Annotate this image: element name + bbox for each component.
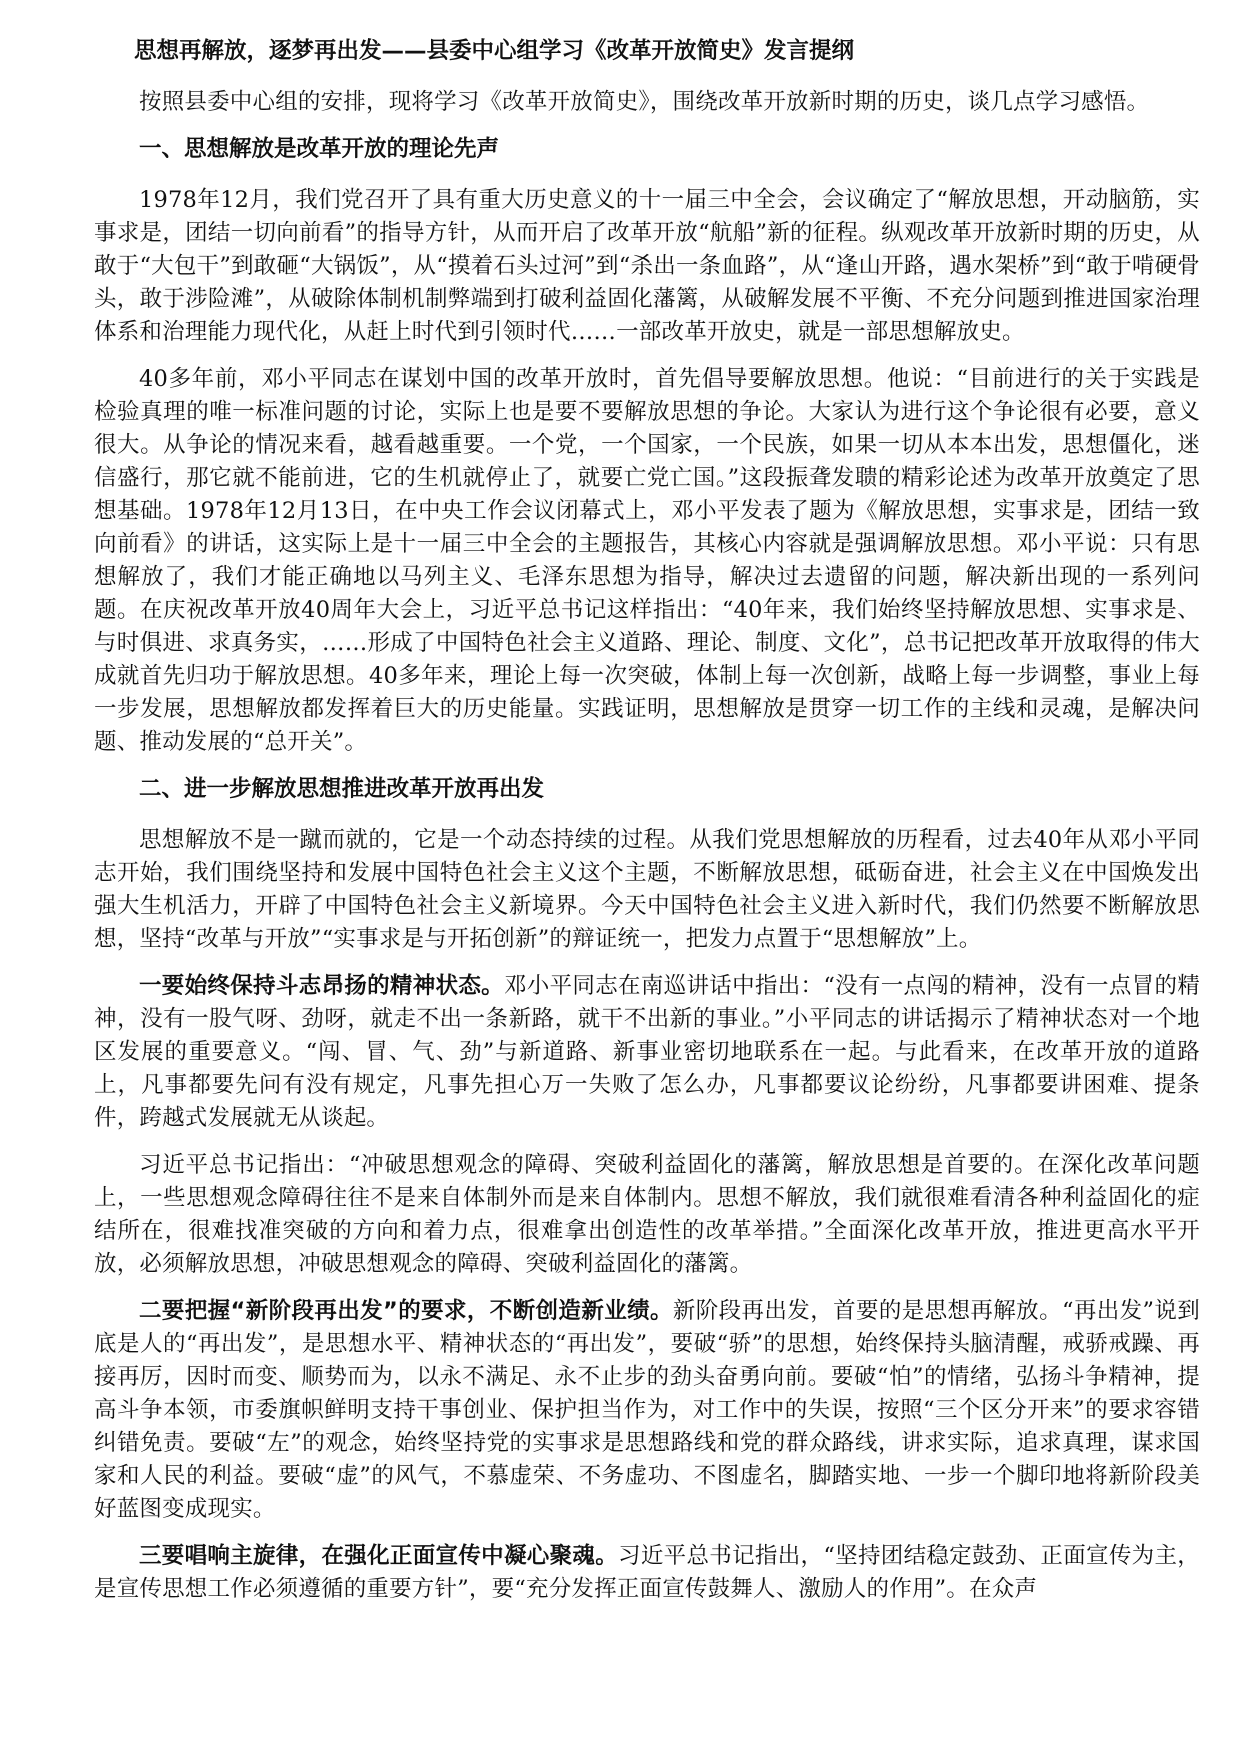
document-title: 思想再解放，逐梦再出发——县委中心组学习《改革开放简史》发言提纲 xyxy=(134,38,855,64)
section-1-paragraph-2: 40多年前，邓小平同志在谋划中国的改革开放时，首先倡导要解放思想。他说：“目前进行的关于实践是检验真理的唯一标准问题的讨论，实际上也是要不要解放思想的争论。大家认为进行这个争论很有必要，意义很大。从争论的情况来看，越看越重要。一个党，一个国家，一个民族，如果一切从本本出发，思想僵化，迷信盛行，那它就不能前进，它的生机就停止了，就要亡党亡国。”这段振聋发聩的精彩论述为改革开放奠定了思想基础。1978年12月13日，在中央工作会议闭幕式上，邓小平发表了题为《解放思想，实事求是，团结一致向前看》的讲话，这实际上是十一届三中全会的主题报告，其核心内容就是强调解放思想。邓小平说：只有思想解放了，我们才能正确地以马列主义、毛泽东思想为指导，解决过去遗留的问题，解决新出现的一系列问题。在庆祝改革开放40周年大会上，习近平总书记这样指出：“40年来，我们始终坚持解放思想、实事求是、与时俱进、求真务实，……形成了中国特色社会主义道路、理论、制度、文化”，总书记把改革开放取得的伟大成就首先归功于解放思想。40多年来，理论上每一次突破，体制上每一次创新，战略上每一步调整，事业上每一步发展，思想解放都发挥着巨大的历史能量。实践证明，思想解放是贯穿一切工作的主线和灵魂，是解决问题、推动发展的“总开关”。 xyxy=(94,366,1200,755)
section-1-heading: 一、思想解放是改革开放的理论先声 xyxy=(139,136,500,162)
section-2-heading: 二、进一步解放思想推进改革开放再出发 xyxy=(139,776,545,802)
point-1-text: 邓小平同志在南巡讲话中指出：“没有一点闯的精神，没有一点冒的精神，没有一股气呀、劲呀，就走不出一条新路，就干不出新的事业。”小平同志的讲话揭示了精神状态对一个地区发展的重要意义。“闯、冒、气、劲”与新道路、新事业密切地联系在一起。与此看来，在改革开放的道路上，凡事都要先问有没有规定，凡事先担心万一失败了怎么办，凡事都要议论纷纷，凡事都要讲困难、提条件，跨越式发展就无从谈起。 xyxy=(94,973,1200,1131)
point-3-lead: 三要唱响主旋律，在强化正面宣传中凝心聚魂。 xyxy=(139,1543,619,1569)
point-1-lead: 一要始终保持斗志昂扬的精神状态。 xyxy=(139,973,504,999)
section-1-paragraph-1: 1978年12月，我们党召开了具有重大历史意义的十一届三中全会，会议确定了“解放思想，开动脑筋，实事求是，团结一切向前看”的指导方针，从而开启了改革开放“航船”新的征程。纵观改革开放新时期的历史，从敢于“大包干”到敢砸“大锅饭”，从“摸着石头过河”到“杀出一条血路”，从“逢山开路，遇水架桥”到“敢于啃硬骨头，敢于涉险滩”，从破除体制机制弊端到打破利益固化藩篱，从破解发展不平衡、不充分问题到推进国家治理体系和治理能力现代化，从赶上时代到引领时代……一部改革开放史，就是一部思想解放史。 xyxy=(94,187,1200,345)
point-2-text: 新阶段再出发，首要的是思想再解放。“再出发”说到底是人的“再出发”，是思想水平、精神状态的“再出发”，要破“骄”的思想，始终保持头脑清醒，戒骄戒躁、再接再厉，因时而变、顺势而为，以永不满足、永不止步的劲头奋勇向前。要破“怕”的情绪，弘扬斗争精神，提高斗争本领，市委旗帜鲜明支持干事创业、保护担当作为，对工作中的失误，按照“三个区分开来”的要求容错纠错免责。要破“左”的观念，始终坚持党的实事求是思想路线和党的群众路线，讲求实际，追求真理，谋求国家和人民的利益。要破“虚”的风气，不慕虚荣、不务虚功、不图虚名，脚踏实地、一步一个脚印地将新阶段美好蓝图变成现实。 xyxy=(94,1298,1200,1522)
point-2-lead: 二要把握“新阶段再出发”的要求，不断创造新业绩。 xyxy=(139,1298,673,1324)
point-2-paragraph xyxy=(94,1295,1200,1526)
intro-paragraph: 按照县委中心组的安排，现将学习《改革开放简史》，围绕改革开放新时期的历史，谈几点学习感悟。 xyxy=(139,89,1150,115)
section-2-paragraph-2: 习近平总书记指出：“冲破思想观念的障碍、突破利益固化的藩篱，解放思想是首要的。在深化改革问题上，一些思想观念障碍往往不是来自体制外而是来自体制内。思想不解放，我们就很难看清各种利益固化的症结所在，很难找准突破的方向和着力点，很难拿出创造性的改革举措。”全面深化改革开放，推进更高水平开放，必须解放思想，冲破思想观念的障碍、突破利益固化的藩篱。 xyxy=(94,1152,1200,1277)
section-2-paragraph-1: 思想解放不是一蹴而就的，它是一个动态持续的过程。从我们党思想解放的历程看，过去40年从邓小平同志开始，我们围绕坚持和发展中国特色社会主义这个主题，不断解放思想，砥砺奋进，社会主义在中国焕发出强大生机活力，开辟了中国特色社会主义新境界。今天中国特色社会主义进入新时代，我们仍然要不断解放思想，坚持“改革与开放”“实事求是与开拓创新”的辩证统一，把发力点置于“思想解放”上。 xyxy=(94,827,1200,952)
point-3-paragraph xyxy=(94,1540,1200,1606)
point-3-text: 习近平总书记指出，“坚持团结稳定鼓劲、正面宣传为主，是宣传思想工作必须遵循的重要方针”，要“充分发挥正面宣传鼓舞人、激励人的作用”。在众声 xyxy=(94,1543,1200,1602)
point-1-paragraph xyxy=(94,970,1200,1135)
